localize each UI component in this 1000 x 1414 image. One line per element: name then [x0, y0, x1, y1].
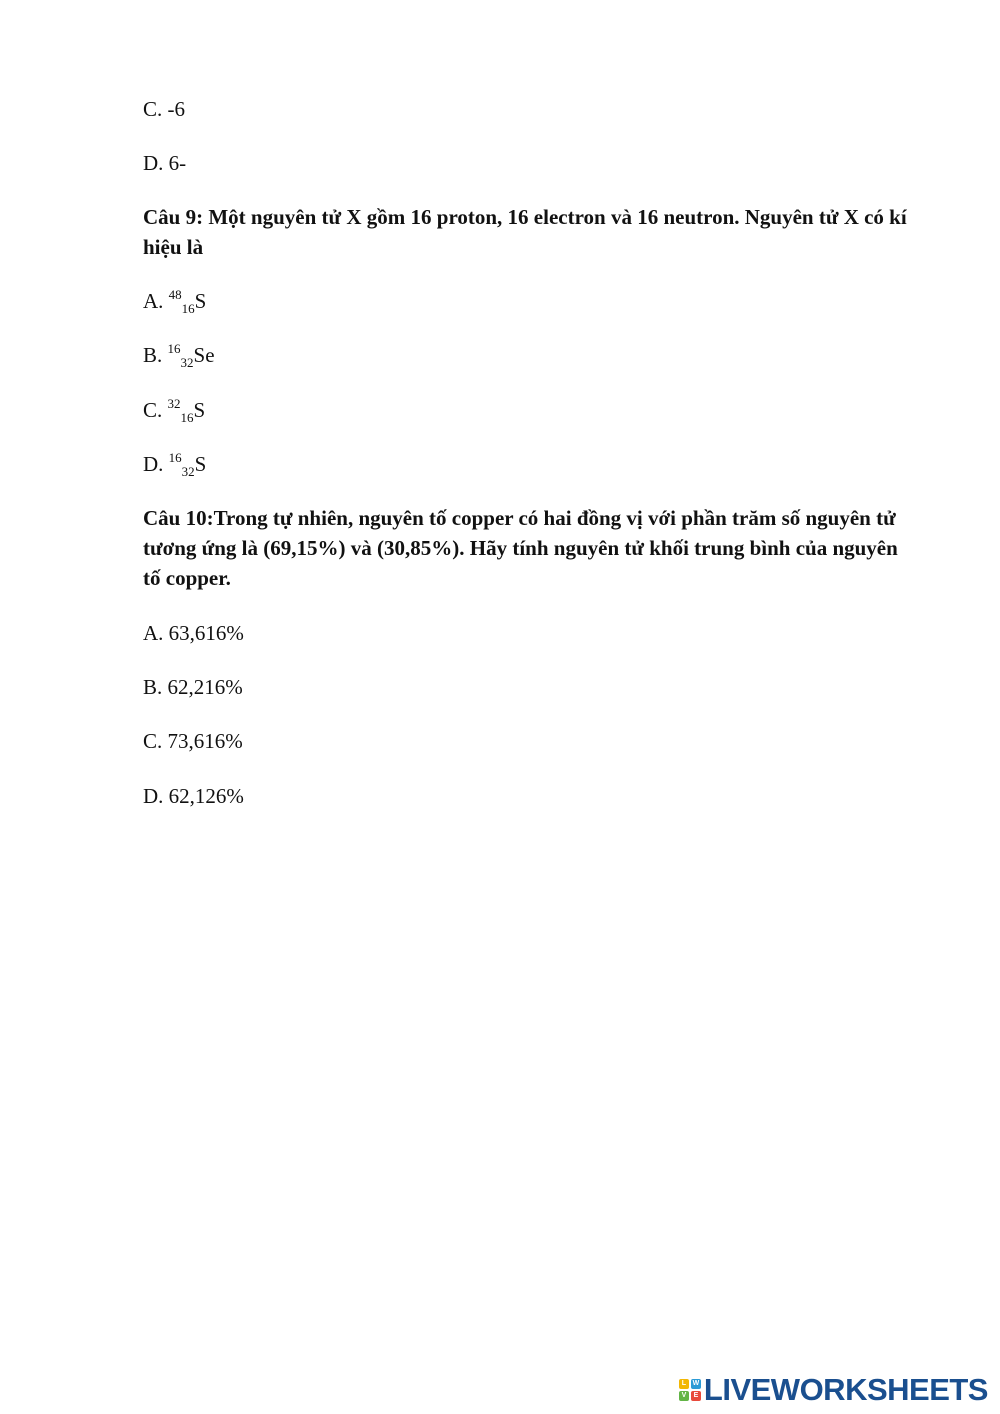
element-symbol: S [193, 398, 206, 422]
q9-option-d [143, 449, 206, 479]
element-symbol: S [194, 289, 207, 313]
q10-option-d: D. 62,126% [143, 784, 244, 808]
prev-option-c: C. -6 [143, 97, 185, 121]
isotope-notation [169, 449, 195, 479]
liveworksheets-logo [679, 1372, 988, 1408]
isotope-notation [168, 395, 194, 425]
q10-option-a: A. 63,616% [143, 621, 244, 645]
q9-option-c [143, 395, 205, 425]
q9-option-b [143, 340, 215, 370]
element-symbol: S [194, 452, 207, 476]
q10-option-b: B. 62,216% [143, 675, 243, 699]
logo-text: LIVEWORKSHEETS [703, 1372, 988, 1407]
atomic-number: 16 [181, 301, 195, 316]
logo-mark-cell: V [679, 1391, 689, 1401]
element-symbol: Se [193, 343, 215, 367]
atomic-number: 16 [180, 410, 194, 425]
mass-number: 32 [167, 396, 181, 411]
atomic-number: 32 [181, 464, 195, 479]
logo-mark-cell: W [692, 1380, 700, 1387]
q10-option-c: C. 73,616% [143, 729, 243, 753]
logo-mark-cell: E [691, 1391, 701, 1401]
option-letter: C. [143, 398, 168, 422]
mass-number: 16 [168, 450, 182, 465]
prev-option-d: D. 6- [143, 151, 187, 175]
question-9-text: Câu 9: Một nguyên tử X gồm 16 proton, 16 electron và 16 neutron. Nguyên tử X có kí hiệu là [143, 205, 907, 259]
mass-number: 48 [168, 287, 182, 302]
isotope-notation [169, 286, 195, 316]
isotope-notation [168, 340, 194, 370]
atomic-number: 32 [180, 355, 194, 370]
question-10-text: Câu 10:Trong tự nhiên, nguyên tố copper có hai đồng vị với phần trăm số nguyên tử tương ứng là (69,15%) và (30,85%). Hãy tính nguyên tử khối trung bình của nguyên tố copper. [143, 506, 898, 590]
option-letter: B. [143, 343, 168, 367]
mass-number: 16 [167, 341, 181, 356]
option-letter: A. [143, 289, 169, 313]
q9-option-a [143, 286, 206, 316]
logo-mark-cell: L [679, 1379, 689, 1389]
logo-mark-icon [679, 1379, 701, 1401]
option-letter: D. [143, 452, 169, 476]
